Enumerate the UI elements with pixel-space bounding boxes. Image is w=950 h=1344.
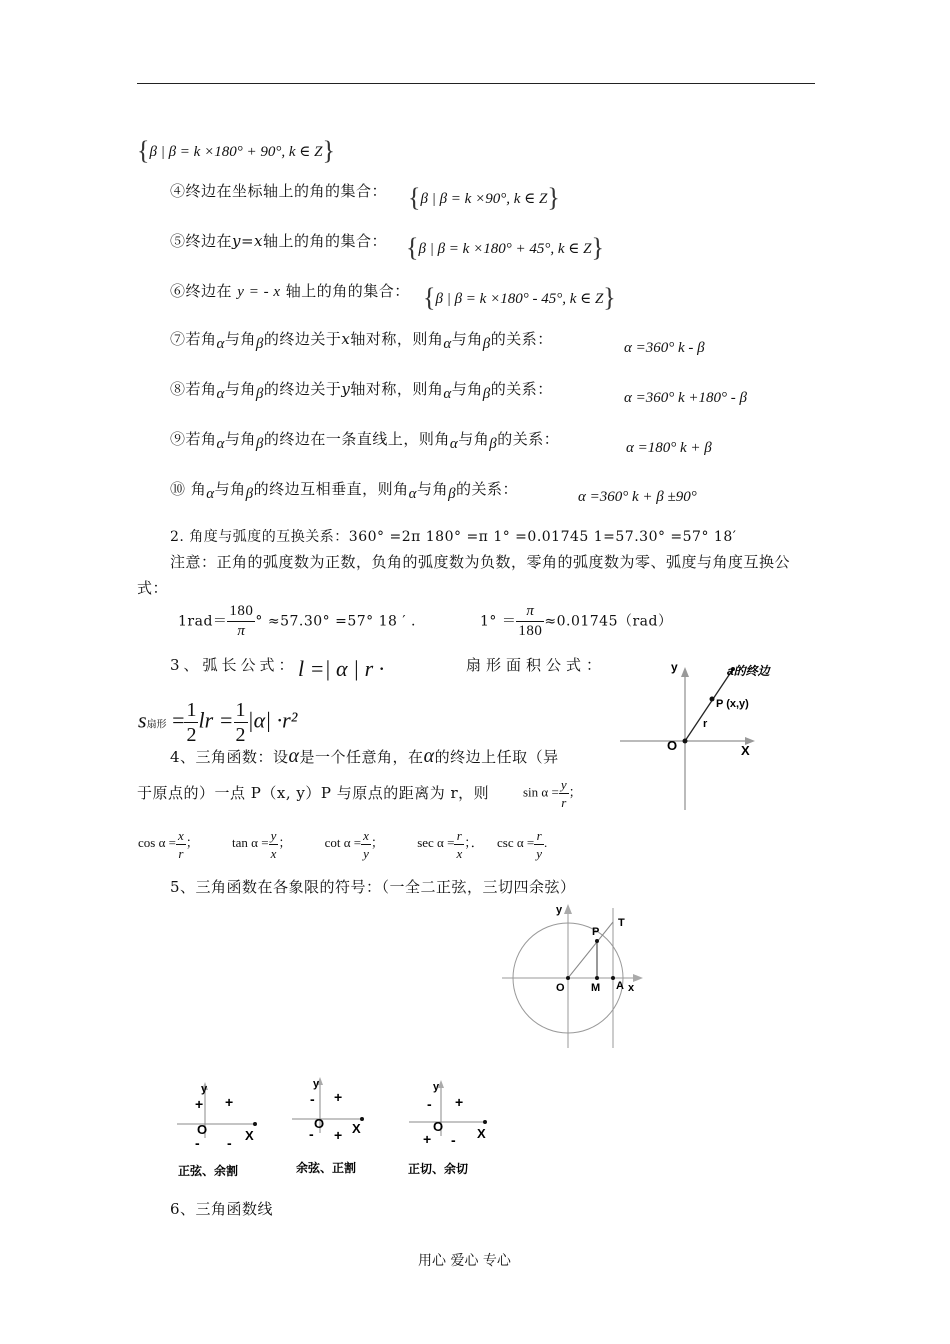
q3-sign: -: [309, 1126, 314, 1142]
perpendicular-line: ⑩ 角$_\alpha$与角$_\beta$的终边互相垂直，则角$_\alpha$与角$_\beta$的关系：: [170, 480, 519, 502]
q1-sign: +: [334, 1089, 343, 1105]
svg-text:X: X: [245, 1128, 254, 1143]
q2-sign: -: [427, 1096, 432, 1112]
fig2-p-label: P: [592, 926, 600, 938]
q2-sign: +: [195, 1096, 204, 1112]
perpendicular-formula: α =360° k + β ±90°: [578, 489, 697, 505]
sector-area-formula: s扇形 = $\frac{1}{2}$ lr = $\frac{1}{2}$ |α| ·r²: [138, 699, 298, 746]
q4-sign: +: [334, 1127, 343, 1143]
quadrant-cos-diagram: [290, 1073, 380, 1175]
svg-text:X: X: [477, 1126, 486, 1141]
q3-sign: +: [423, 1131, 432, 1147]
axis-set-formula: {β | β = k ×90°, k ∈ Z}: [408, 183, 560, 212]
unit-circle-figure: [500, 898, 650, 1053]
quadrant-sin-diagram: [175, 1078, 265, 1180]
svg-text:O: O: [433, 1119, 444, 1134]
x-symmetry-formula: α =360° k - β: [624, 340, 705, 356]
fig2-a-label: A: [616, 980, 624, 992]
trig-def-line-1: 4、三角函数：设α是一个任意角，在α的终边上任取（异: [170, 745, 559, 767]
fig1-o-label: O: [667, 738, 678, 753]
fig2-m-label: M: [591, 982, 601, 994]
sector-area-label: 扇形面积公式：: [466, 656, 607, 674]
fig2-y-label: y: [556, 904, 563, 916]
fig2-t-label: T: [618, 917, 625, 929]
section-6-title: 6、三角函数线: [170, 1200, 274, 1218]
svg-text:O: O: [314, 1116, 325, 1131]
svg-text:y: y: [313, 1078, 320, 1090]
rad-conversion: 1rad＝ $\frac{180}{\pi}$ ° ≈57.30° =57° 18 ′ .: [178, 603, 416, 639]
q2-sign: -: [310, 1091, 315, 1107]
tan-def: tan α = $\frac{y}{x}$ ；: [232, 828, 292, 861]
same-line-formula: α =180° k + β: [626, 440, 712, 456]
q4-sign: -: [227, 1135, 232, 1151]
set-expression: β | β = k ×180° + 90°, k ∈ Z: [149, 144, 323, 160]
page-footer: 用心 爱心 专心: [418, 1253, 511, 1269]
yx-set-formula: {β | β = k ×180° + 45°, k ∈ Z}: [406, 233, 604, 262]
fig2-o-label: O: [556, 982, 565, 994]
header-rule: [137, 83, 815, 84]
q3-sign: -: [195, 1135, 200, 1151]
svg-text:y: y: [201, 1083, 208, 1095]
q4-sign: -: [451, 1132, 456, 1148]
cos-def: cos α = $\frac{x}{r}$ ；: [138, 828, 199, 861]
fig1-p-label: P (x,y): [716, 698, 749, 710]
svg-text:y: y: [433, 1081, 440, 1093]
arc-length-label: 3、弧长公式：: [170, 656, 298, 674]
section-2-note: 注意：正角的弧度数为正数，负角的弧度数为负数，零角的弧度数为零、弧度与角度互换公: [170, 553, 791, 571]
csc-def: csc α = $\frac{r}{y}$ .: [497, 828, 548, 861]
quadrant-caption: 余弦、正割: [296, 1161, 357, 1175]
quadrant-caption: 正切、余切: [408, 1162, 469, 1176]
arc-length-formula: l =| α | r ·: [298, 656, 385, 681]
deg-conversion: 1° ＝ $\frac{\pi}{180}$ ≈0.01745（rad）: [480, 603, 673, 639]
section-2-title: 2. 角度与弧度的互换关系：360° =2π 180° =π 1° =0.01745 1=57.30° =57° 18′: [170, 529, 737, 545]
terminal-side-figure: [615, 655, 785, 815]
y-minus-x-set-formula: {β | β = k ×180° - 45°, k ∈ Z}: [423, 283, 616, 312]
same-line-line: ⑨若角$_\alpha$与角$_\beta$的终边在一条直线上，则角$_\alpha$与角$_\beta$的关系：: [170, 430, 560, 452]
fig1-r-label: r: [703, 718, 708, 730]
svg-text:X: X: [352, 1121, 361, 1136]
fig1-terminal-label: a的终边: [727, 664, 770, 678]
quadrant-caption: 正弦、余割: [178, 1164, 239, 1178]
sec-def: sec α = $\frac{r}{x}$ ；．: [417, 828, 484, 861]
trig-ratios-row: [138, 829, 547, 860]
fig1-y-label: y: [671, 660, 678, 674]
cot-def: cot α = $\frac{x}{y}$ ；: [324, 828, 384, 861]
fig1-x-label: X: [741, 743, 750, 758]
sin-def: sin α = $\frac{y}{r}$ ；: [523, 777, 582, 810]
svg-text:O: O: [197, 1122, 208, 1137]
y-symmetry-formula: α =360° k +180° - β: [624, 390, 747, 406]
y-minus-x-set-line: ⑥终边在 y = - x 轴上的角的集合：: [170, 282, 410, 300]
trig-def-line-2: 于原点的）一点 P（x, y）P 与原点的距离为 r，则: [137, 784, 490, 802]
yx-set-line: ⑤终边在y=x轴上的角的集合：: [170, 232, 388, 250]
fig2-x-label: x: [628, 982, 635, 994]
x-symmetry-line: ⑦若角$_\alpha$与角$_\beta$的终边关于x轴对称，则角$_\alpha$与角$_\beta$的关系：: [170, 330, 553, 352]
quadrant-tan-diagram: [405, 1076, 500, 1178]
set-90-line: {β | β = k ×180° + 90°, k ∈ Z}: [137, 136, 335, 165]
axis-set-line: ④终边在坐标轴上的角的集合：: [170, 182, 388, 200]
y-symmetry-line: ⑧若角$_\alpha$与角$_\beta$的终边关于y轴对称，则角$_\alpha$与角$_\beta$的关系：: [170, 380, 553, 402]
q1-sign: +: [455, 1094, 464, 1110]
q1-sign: +: [225, 1094, 234, 1110]
section-5-title: 5、三角函数在各象限的符号：（一全二正弦，三切四余弦）: [170, 878, 576, 896]
section-2-note-cont: 式：: [137, 579, 169, 597]
